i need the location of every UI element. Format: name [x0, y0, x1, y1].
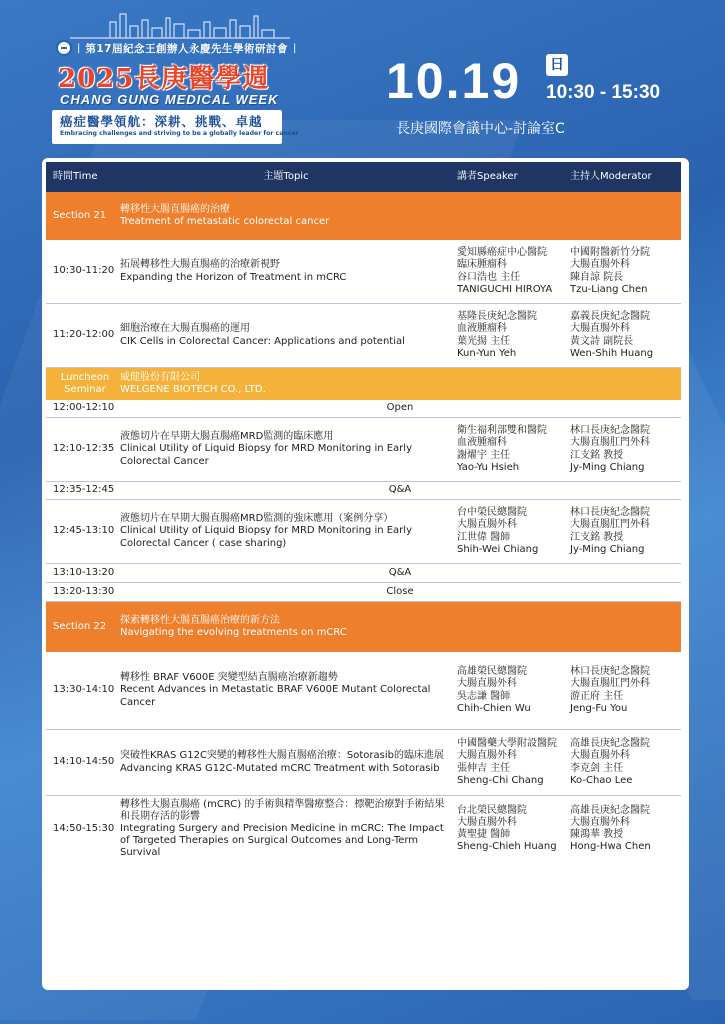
speaker-name-zh: 黃聖捷 醫師: [457, 829, 511, 840]
speaker-name-zh: 謝燿宇 主任: [457, 449, 511, 461]
speaker-name-en: TANIGUCHI HIROYA: [457, 283, 553, 295]
luncheon-row: [46, 368, 681, 400]
session-time: 13:30-14:10: [53, 684, 115, 696]
section-row: [46, 192, 681, 240]
moderator-hospital: 高雄長庚紀念醫院: [570, 804, 650, 816]
sponsor-zh: 威健股份有限公司: [120, 371, 200, 383]
moderator-hospital: 中國附醫新竹分院: [570, 247, 650, 259]
slogan-en: Embracing challenges and striving to be a globally leader for cancer: [60, 130, 299, 137]
event-venue: 長庚國際會議中心-討論室C: [396, 121, 565, 137]
session-row: [46, 796, 681, 862]
weekday-badge: 日: [546, 54, 568, 76]
session-speaker: [457, 304, 565, 367]
topic-en: Expanding the Horizon of Treatment in mCRC: [120, 271, 347, 283]
moderator-dept: 大腸直腸外科: [570, 816, 630, 828]
section-row: [46, 602, 681, 652]
moderator-name-zh: 江支銘 教授: [570, 531, 624, 543]
session-row: [46, 240, 681, 304]
speaker-name-en: Shih-Wei Chiang: [457, 543, 539, 555]
section-title-zh: 轉移性大腸直腸癌的治療: [120, 203, 230, 215]
moderator-name-zh: 游正府 主任: [570, 690, 624, 702]
break-label: Open: [386, 402, 414, 414]
luncheon-sponsor: [120, 368, 452, 400]
speaker-dept: 大腸直腸外科: [457, 750, 517, 762]
moderator-name-en: Tzu-Liang Chen: [570, 283, 648, 295]
moderator-name-zh: 江支銘 教授: [570, 449, 624, 461]
session-time: 10:30-11:20: [53, 265, 115, 277]
moderator-name-zh: 黃文詩 副院長: [570, 335, 634, 347]
sponsor-en: WELGENE BIOTECH CO., LTD.: [120, 384, 266, 395]
speaker-hospital: 衛生福利部雙和醫院: [457, 425, 547, 437]
topic-zh: 突破性KRAS G12C突變的轉移性大腸直腸癌治療：Sotorasib的臨床進展: [120, 750, 445, 762]
session-moderator: [570, 652, 680, 729]
session-speaker: [457, 500, 565, 563]
moderator-dept: 大腸直腸肛門外科: [570, 678, 650, 690]
moderator-dept: 大腸直腸肛門外科: [570, 437, 650, 449]
schedule-card: [42, 158, 689, 990]
break-label: Close: [386, 585, 414, 597]
skyline-graphic: [70, 10, 290, 40]
topic-en: Clinical Utility of Liquid Biopsy for MRD Monitoring in Early Colorectal Cancer ( case sharing): [120, 525, 412, 549]
speaker-name-zh: 張伸吉 主任: [457, 762, 511, 774]
session-moderator: [570, 500, 680, 563]
moderator-name-zh: 李克剑 主任: [570, 762, 624, 774]
speaker-dept: 血液腫瘤科: [457, 323, 507, 335]
moderator-name-en: Jy-Ming Chiang: [570, 461, 645, 473]
session-speaker: [457, 730, 565, 795]
topic-zh: 轉移性大腸直腸癌 (mCRC) 的手術與精準醫療整合：標靶治療對手術結果和長期存活的影響: [120, 798, 445, 822]
session-time: 12:00-12:10: [53, 402, 115, 414]
speaker-hospital: 台北榮民總醫院: [457, 804, 527, 816]
speaker-name-en: Chih-Chien Wu: [457, 702, 531, 714]
session-topic: [120, 304, 452, 367]
session-row: [46, 500, 681, 564]
organizer-text: 第17屆紀念王創辦人永慶先生學術研討會: [85, 42, 288, 55]
section-title-en: Treatment of metastatic colorectal cancer: [120, 216, 330, 227]
moderator-hospital: 嘉義長庚紀念醫院: [570, 311, 650, 323]
moderator-name-en: Wen-Shih Huang: [570, 347, 654, 359]
session-topic: [120, 418, 452, 481]
column-header-moderator: 主持人Moderator: [570, 170, 652, 182]
speaker-hospital: 高雄榮民總醫院: [457, 666, 527, 678]
break-row: [46, 482, 681, 500]
event-time: 10:30 - 15:30: [546, 82, 661, 103]
session-row: [46, 418, 681, 482]
moderator-name-zh: 陳自諒 院長: [570, 271, 624, 283]
moderator-hospital: 林口長庚紀念醫院: [570, 666, 650, 678]
topic-zh: 液態切片在早期大腸直腸癌MRD監測的強床應用（案例分享）: [120, 513, 394, 525]
slogan: 癌症醫學領航：深耕、挑戰、卓越: [60, 114, 263, 129]
page-header: [0, 0, 725, 150]
moderator-hospital: 林口長庚紀念醫院: [570, 425, 650, 437]
break-row: [46, 400, 681, 418]
section-title-en: Navigating the evolving treatments on mCRC: [120, 627, 347, 638]
break-row: [46, 583, 681, 602]
session-moderator: [570, 796, 680, 862]
speaker-name-en: Yao-Yu Hsieh: [457, 461, 520, 473]
moderator-dept: 大腸直腸肛門外科: [570, 519, 650, 531]
session-time: 13:20-13:30: [53, 585, 115, 597]
session-speaker: [457, 418, 565, 481]
moderator-hospital: 高雄長庚紀念醫院: [570, 738, 650, 750]
section-title: [120, 602, 452, 652]
event-title-en: CHANG GUNG MEDICAL WEEK: [60, 92, 279, 107]
session-moderator: [570, 240, 680, 303]
topic-en: Advancing KRAS G12C-Mutated mCRC Treatment with Sotorasib: [120, 762, 440, 774]
speaker-dept: 臨床腫瘤科: [457, 259, 507, 271]
speaker-dept: 大腸直腸外科: [457, 519, 517, 531]
moderator-dept: 大腸直腸外科: [570, 750, 630, 762]
speaker-dept: 血液腫瘤科: [457, 437, 507, 449]
speaker-name-zh: 吳志謙 醫師: [457, 690, 511, 702]
moderator-name-en: Jy-Ming Chiang: [570, 543, 645, 555]
session-time: 12:35-12:45: [53, 484, 115, 496]
topic-zh: 拓展轉移性大腸直腸癌的治療新視野: [120, 259, 280, 271]
session-speaker: [457, 652, 565, 729]
moderator-hospital: 林口長庚紀念醫院: [570, 507, 650, 519]
topic-zh: 液態切片在早期大腸直腸癌MRD監測的臨床應用: [120, 431, 334, 443]
session-speaker: [457, 796, 565, 862]
session-topic: [120, 652, 452, 729]
moderator-name-en: Jeng-Fu You: [570, 702, 628, 714]
speaker-name-zh: 江世偉 醫師: [457, 531, 511, 543]
luncheon-label: Luncheon Seminar: [60, 371, 110, 395]
speaker-name-en: Sheng-Chi Chang: [457, 774, 544, 786]
speaker-name-zh: 葉光揚 主任: [457, 335, 511, 347]
event-date: 10.19: [386, 53, 522, 109]
speaker-hospital: 台中榮民總醫院: [457, 507, 527, 519]
speaker-hospital: 基隆長庚紀念醫院: [457, 311, 537, 323]
speaker-hospital: 愛知縣癌症中心醫院: [457, 247, 547, 259]
section-label: Section 22: [53, 620, 107, 632]
break-label: Q&A: [388, 566, 412, 578]
session-time: 11:20-12:00: [53, 329, 115, 341]
section-title: [120, 192, 452, 240]
moderator-name-en: Hong-Hwa Chen: [570, 841, 651, 853]
topic-en: Recent Advances in Metastatic BRAF V600E Mutant Colorectal Cancer: [120, 684, 431, 708]
topic-zh: 細胞治療在大腸直腸癌的運用: [120, 323, 250, 335]
session-moderator: [570, 418, 680, 481]
session-time: 14:10-14:50: [53, 756, 115, 768]
speaker-dept: 大腸直腸外科: [457, 816, 517, 828]
session-moderator: [570, 730, 680, 795]
hospital-logo-icon: [56, 40, 72, 56]
organizer-line: | 第17屆紀念王創辦人永慶先生學術研討會 |: [56, 40, 296, 56]
column-header-time: 時間Time: [53, 170, 98, 182]
moderator-name-zh: 陳鴻華 教授: [570, 829, 624, 840]
session-speaker: [457, 240, 565, 303]
column-header-topic: 主題Topic: [263, 170, 309, 182]
speaker-name-zh: 谷口浩也 主任: [457, 271, 521, 283]
session-topic: [120, 796, 452, 862]
speaker-hospital: 中國醫藥大學附設醫院: [457, 738, 557, 750]
section-title-zh: 探索轉移性大腸直腸癌治療的新方法: [120, 614, 280, 626]
session-time: 14:50-15:30: [53, 822, 115, 834]
session-row: [46, 304, 681, 368]
break-row: [46, 564, 681, 583]
section-label: Section 21: [53, 209, 107, 221]
session-topic: [120, 240, 452, 303]
session-row: [46, 730, 681, 796]
moderator-dept: 大腸直腸外科: [570, 259, 630, 271]
topic-en: Clinical Utility of Liquid Biopsy for MRD Monitoring in Early Colorectal Cancer: [120, 443, 412, 467]
speaker-name-en: Sheng-Chieh Huang: [457, 841, 557, 853]
table-header: [46, 162, 681, 192]
session-time: 13:10-13:20: [53, 566, 115, 578]
session-topic: [120, 730, 452, 795]
topic-en: Integrating Surgery and Precision Medicine in mCRC: The Impact of Targeted Therapies on Surgical Outcomes and Long-Term Survival: [120, 822, 444, 859]
session-topic: [120, 500, 452, 563]
moderator-dept: 大腸直腸外科: [570, 323, 630, 335]
topic-zh: 轉移性 BRAF V600E 突變型結直腸癌治療新趨勢: [120, 672, 338, 684]
slogan-box: [52, 110, 299, 144]
event-title: 2025長庚醫學週: [58, 64, 270, 94]
session-row: [46, 652, 681, 730]
session-time: 12:45-13:10: [53, 525, 115, 537]
speaker-name-en: Kun-Yun Yeh: [457, 347, 517, 359]
break-label: Q&A: [388, 484, 412, 496]
schedule-table: [46, 162, 681, 862]
column-header-speaker: 講者Speaker: [457, 170, 518, 182]
topic-en: CIK Cells in Colorectal Cancer: Applications and potential: [120, 335, 405, 347]
speaker-dept: 大腸直腸外科: [457, 678, 517, 690]
session-time: 12:10-12:35: [53, 443, 115, 455]
moderator-name-en: Ko-Chao Lee: [570, 774, 633, 786]
session-moderator: [570, 304, 680, 367]
